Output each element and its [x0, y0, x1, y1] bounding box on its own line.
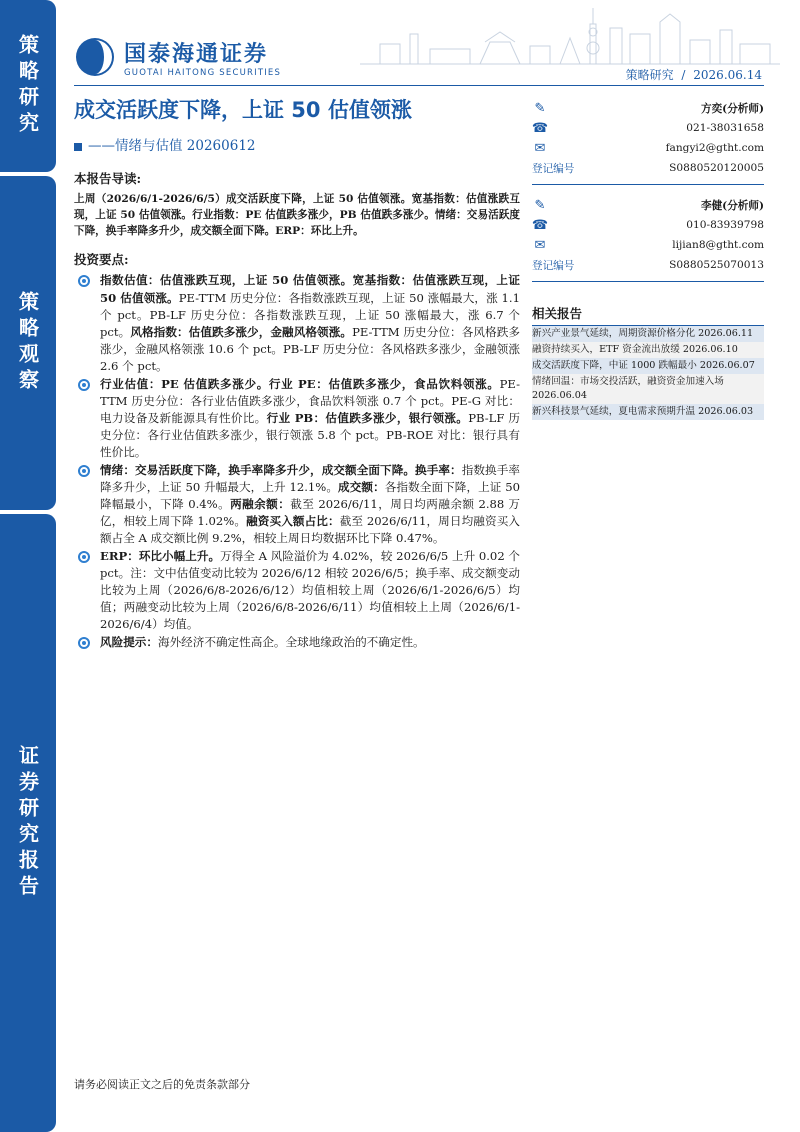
- analyst-phone: 021-38031658: [686, 122, 764, 134]
- point-text: 截至 2026/6/11，周日均融资买入额占全 A 成交额比例 9.2%，相较上周日均数据环比下降 0.47%。: [100, 514, 520, 546]
- point-text: PE-TTM 历史分位：各指数涨跌互现，上证 50 涨幅最大，涨 1.1 个 pct。PB-LF 历史分位：各指数涨跌互现，上证 50 涨幅最大，涨 6.7 个 pct。: [100, 290, 520, 340]
- point-text: 海外经济不确定性高企。全球地缘政治的不确定性。: [157, 634, 425, 649]
- point-item: [74, 376, 520, 462]
- intro-heading: 本报告导读:: [74, 171, 142, 186]
- side-tab-strategy-observation: [0, 176, 56, 510]
- square-bullet-icon: [74, 143, 82, 151]
- analyst-name: 方奕(分析师): [701, 102, 764, 115]
- disclaimer-footer: 请务必阅读正文之后的免责条款部分: [74, 1078, 250, 1091]
- sidebar-right: [532, 98, 764, 420]
- point-bold: 成交额：: [338, 479, 385, 494]
- logo-text-cn: 国泰海通证券: [124, 41, 269, 67]
- point-bold: 风格指数：估值跌多涨少，金融风格领涨。: [130, 325, 353, 340]
- bullet-dot-icon: [78, 275, 90, 287]
- points-list: [74, 272, 520, 650]
- analyst-email[interactable]: lijian8@gtht.com: [672, 239, 764, 251]
- subtitle-text: ——情绪与估值 20260612: [88, 138, 256, 154]
- bullet-dot-icon: [78, 637, 90, 649]
- point-text: 指数换手率降多升少，上证 50 升幅最大，上升 12.1%。: [100, 462, 520, 494]
- point-bold: 风险提示：: [100, 634, 158, 649]
- side-tab-label: 策略观察: [15, 291, 40, 395]
- point-bold: ERP：环比小幅上升。: [100, 548, 221, 563]
- analyst-separator: [532, 281, 764, 282]
- intro-text: 上周（2026/6/1-2026/6/5）成交活跃度下降，上证 50 估值领涨。宽基指数：估值涨跌互现，上证 50 估值领涨。行业指数：PE 估值跌多涨少，PB 估值跌多涨少。情绪：交易活跃度下降，换手率降多升少，成交额全面下降。ERP：环比上升。: [74, 193, 520, 238]
- header-divider: /: [681, 68, 686, 82]
- point-bold: 两融余额：: [230, 497, 291, 512]
- related-report-item[interactable]: 新兴科技景气延续，夏电需求预期升温 2026.06.03: [532, 404, 764, 420]
- side-tab-label: 策略研究: [15, 34, 40, 138]
- report-title: 成交活跃度下降，上证 50 估值领涨: [74, 98, 412, 122]
- analyst-phone: 010-83939798: [686, 219, 764, 231]
- point-text: PB-LF 历史分位：各行业估值跌多涨少，银行领涨 5.8 个 pct。PB-ROE 对比：银行具有性价比。: [100, 411, 520, 460]
- point-item: [74, 272, 520, 375]
- report-subtitle: [74, 134, 256, 154]
- point-bold: 行业 PB：估值跌多涨少，银行领涨。: [266, 411, 469, 426]
- logo-mark-icon: [74, 36, 116, 78]
- header-date: 2026.06.14: [693, 68, 762, 82]
- reg-label: 登记编号: [532, 162, 575, 175]
- pen-icon: ✎: [534, 197, 546, 213]
- point-bold: 情绪：交易活跃度下降，换手率降多升少，成交额全面下降。换手率：: [100, 462, 462, 477]
- related-report-item[interactable]: 情绪回温：市场交投活跃，融资资金加速入场 2026.06.04: [532, 374, 764, 404]
- phone-icon: ☎: [531, 217, 549, 233]
- logo-text-en: GUOTAI HAITONG SECURITIES: [124, 67, 282, 78]
- point-text: 各指数全面下降，上证 50 降幅最小，下降 0.4%。: [100, 479, 520, 512]
- bullet-dot-icon: [78, 551, 90, 563]
- point-item: [74, 462, 520, 548]
- email-icon: ✉: [534, 237, 546, 253]
- point-item: [74, 634, 520, 651]
- email-icon: ✉: [534, 140, 546, 156]
- related-report-item[interactable]: 融资持续买入，ETF 资金流出放缓 2026.06.10: [532, 342, 764, 358]
- main-content: [74, 170, 520, 651]
- analyst-separator: [532, 184, 764, 185]
- point-bold: 行业估值：PE 估值跌多涨少。行业 PE：估值跌多涨少，食品饮料领涨。: [100, 376, 500, 391]
- point-bold: 指数估值：估值涨跌互现，上证 50 估值领涨。宽基指数：估值涨跌互现，上证 50 估值领涨。: [100, 273, 520, 305]
- pen-icon: ✎: [534, 100, 546, 116]
- point-text: 截至 2026/6/11，周日均两融余额 2.88 万亿，相较上周下降 1.02%。: [100, 497, 520, 529]
- side-tab-strategy-research: [0, 0, 56, 172]
- point-text: PE-TTM 历史分位：各行业估值跌多涨少，食品饮料领涨 0.7 个 pct。PE-G 对比：电力设备及新能源具有性价比。: [100, 376, 520, 426]
- related-report-item[interactable]: 新兴产业景气延续，周期资源价格分化 2026.06.11: [532, 326, 764, 342]
- analyst-email[interactable]: fangyi2@gtht.com: [665, 142, 764, 154]
- bullet-dot-icon: [78, 379, 90, 391]
- header-meta: [626, 66, 762, 83]
- reg-number: S0880525070013: [669, 259, 764, 271]
- analyst-card: [532, 195, 764, 275]
- reg-number: S0880520120005: [669, 162, 764, 174]
- reg-label: 登记编号: [532, 259, 575, 272]
- related-reports-heading: 相关报告: [532, 304, 764, 326]
- analyst-name: 李健(分析师): [701, 199, 764, 212]
- skyline-illustration: [360, 4, 780, 68]
- point-item: [74, 548, 520, 634]
- analyst-card: [532, 98, 764, 178]
- company-logo: [74, 36, 281, 78]
- header-category: 策略研究: [625, 68, 674, 82]
- related-reports-list: [532, 326, 764, 420]
- point-bold: 融资买入额占比：: [246, 514, 340, 529]
- point-text: PE-TTM 历史分位：各风格跌多涨少，金融风格领涨 10.6 个 pct。PB-LF 历史分位：各风格跌多涨少，金融领涨 2.6 个 pct。: [100, 325, 520, 374]
- side-tab-securities-report: [0, 514, 56, 1132]
- bullet-dot-icon: [78, 465, 90, 477]
- header-divider-line: [74, 85, 764, 86]
- related-report-item[interactable]: 成交活跃度下降，中证 1000 跌幅最小 2026.06.07: [532, 358, 764, 374]
- points-heading: 投资要点:: [74, 252, 129, 268]
- phone-icon: ☎: [531, 120, 549, 136]
- side-tab-label: 证券研究报告: [15, 745, 40, 901]
- point-text: 万得全 A 风险溢价为 4.02%，较 2026/6/5 上升 0.02 个 pct。注：文中估值变动比较为 2026/6/12 相较 2026/6/5；换手率、成交额变动比较为上周（2026/6/8-2026/6/12）均值相较上周（2026/6/1-2026/6/5）均值；两融变动比较为上周（2026/6/8-2026/6/11）均值相较上上周（2026/6/1-2026/6/4）均值。: [100, 548, 520, 632]
